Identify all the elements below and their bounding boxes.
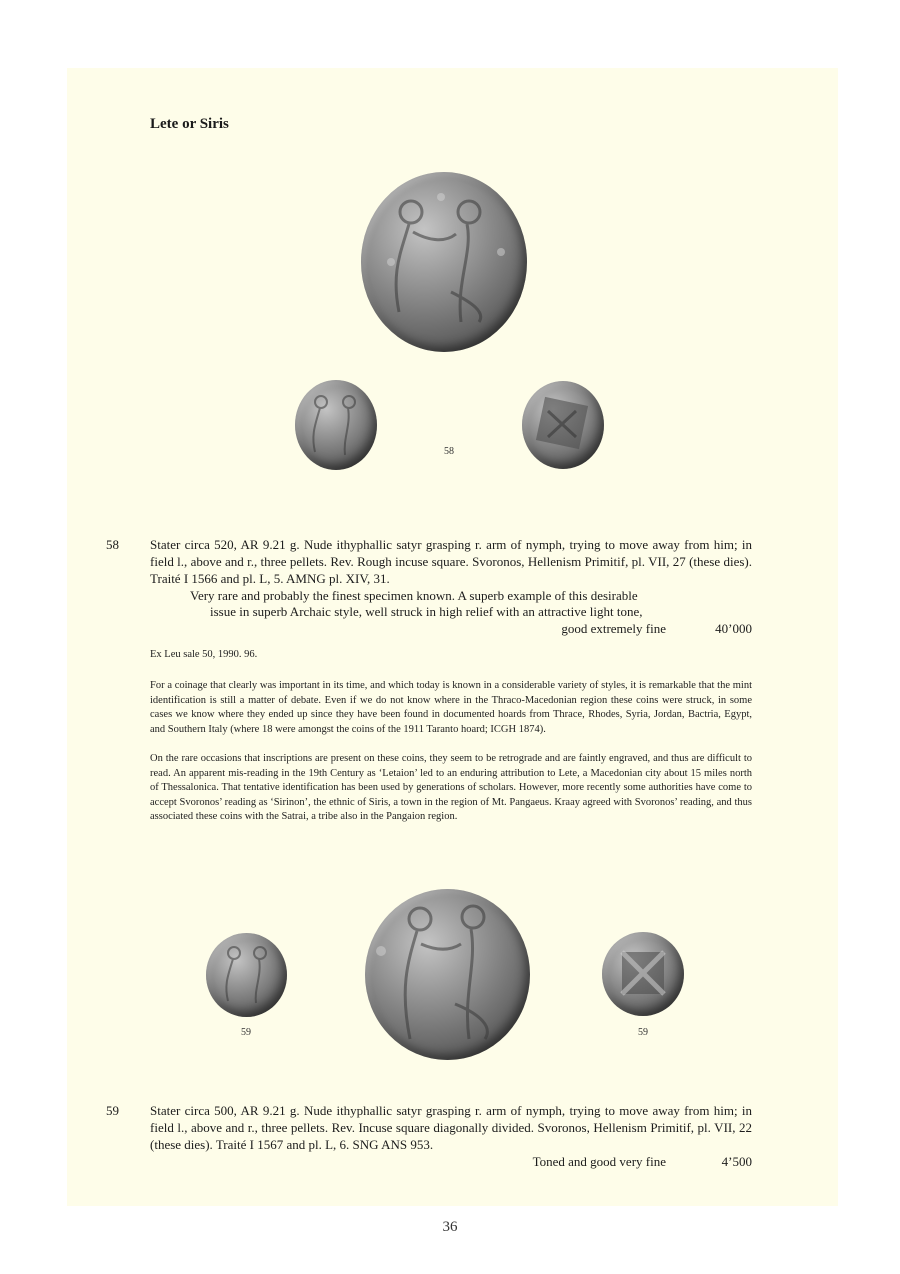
lot-58-grade-line1: Very rare and probably the finest specimen known. A superb example of this desirable bbox=[190, 588, 638, 603]
coin-label-58: 58 bbox=[444, 446, 454, 457]
coin-label-59-left: 59 bbox=[241, 1027, 251, 1038]
lot-58-price: 40’000 bbox=[715, 621, 752, 636]
coin-58-reverse bbox=[522, 381, 604, 469]
coin-59-reverse bbox=[602, 932, 684, 1016]
lot-59-price: 4’500 bbox=[721, 1154, 752, 1169]
lot-59-grade: Toned and good very fine bbox=[532, 1154, 666, 1169]
satyr-nymph-relief-icon bbox=[361, 172, 527, 352]
lot-59-description: Stater circa 500, AR 9.21 g. Nude ithyphallic satyr grasping r. arm of nymph, trying to move away from him; in field l., above and r., three pellets. Rev. Incuse square diagonally divided. Svoronos, Hellenism Primitif, pl. VII, 22 (these dies). Traité I 1567 and pl. L, 6. SNG ANS 953. bbox=[150, 1103, 752, 1152]
coin-59-obverse-large bbox=[365, 889, 530, 1060]
lot-number-59: 59 bbox=[106, 1103, 119, 1118]
lot-58-note-paragraph-1: For a coinage that clearly was important in its time, and which today is known in a considerable variety of styles, it is remarkable that the mint identification is still a matter of debate. Even if we do not know where in the Thraco-Macedonian region these coins were struck, in some cases we know where they ended up since they have been found in documented hoards from Thrace, Rhodes, Syria, Jordan, Bactria, Egypt, and Southern Italy (where 18 were amongst the coins of the 1911 Taranto hoard; ICGH 1874). bbox=[150, 680, 752, 735]
lot-58-provenance: Ex Leu sale 50, 1990. 96. bbox=[150, 649, 258, 660]
lot-58-grade: good extremely fine bbox=[561, 621, 666, 636]
lot-58-description: Stater circa 520, AR 9.21 g. Nude ithyphallic satyr grasping r. arm of nymph, trying to move away from him; in field l., above and r., three pellets. Rev. Rough incuse square. Svoronos, Hellenism Primitif, pl. VII, 27 (these dies). Traité I 1566 and pl. L, 5. AMNG pl. XIV, 31. bbox=[150, 537, 752, 586]
coin-59-obverse-small bbox=[206, 933, 287, 1017]
lot-58-grade-line2: issue in superb Archaic style, well struck in high relief with an attractive light tone, bbox=[210, 604, 643, 619]
lot-number-58: 58 bbox=[106, 537, 119, 552]
section-title: Lete or Siris bbox=[150, 116, 229, 132]
lot-58-note-paragraph-2: On the rare occasions that inscriptions are present on these coins, they seem to be retrograde and are faintly engraved, and thus are difficult to read. An apparent mis-reading in the 19th Century as ‘Letaion’ led to an enduring attribution to Lete, a Macedonian city about 15 miles north of Thessalonica. That tentative identification has been used by generations of scholars. However, more recently some authorities have come to accept Svoronos’ reading as ‘Sirinon’, the ethnic of Siris, a town in the region of Mt. Pangaeus. Kraay agreed with Svoronos’ reading, and thus associated these coins with the Satrai, a tribe also in the Pangaion region. bbox=[150, 753, 752, 822]
coin-58-obverse-small bbox=[295, 380, 377, 470]
page-number: 36 bbox=[442, 1219, 458, 1235]
coin-58-obverse-large bbox=[361, 172, 527, 352]
coin-label-59-right: 59 bbox=[638, 1027, 648, 1038]
